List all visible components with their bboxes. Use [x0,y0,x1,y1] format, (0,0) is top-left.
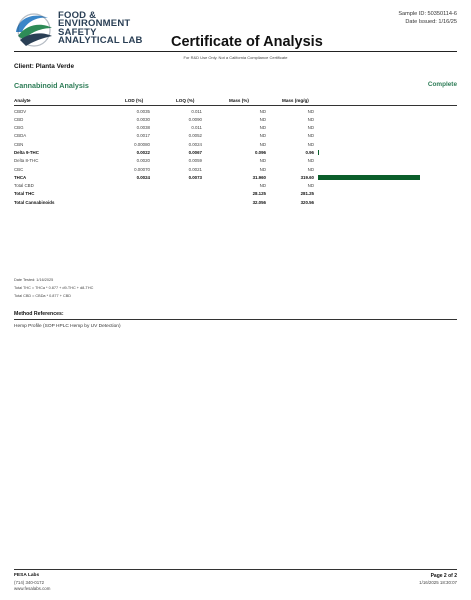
mass-mg-cell: 320.56 [300,199,314,205]
analyte-cell: Total CBD [14,183,34,189]
lod-cell: 0.00070 [134,166,150,172]
column-header-lod: LOD (%) [125,98,144,103]
date-issued: Date Issued: 1/16/25 [405,19,457,25]
mass-mg-cell: ND [307,183,314,189]
table-row [14,148,457,156]
document-title: Certificate of Analysis [171,34,323,50]
column-header-mass-mg: Mass (mg/g) [282,98,309,103]
analyte-cell: Total THC [14,191,35,197]
mass-percent-cell: ND [259,125,266,131]
analyte-cell: CBN [14,141,24,147]
print-timestamp: 1/16/2025 18:30:07 [419,580,457,585]
mass-percent-cell: ND [259,158,266,164]
mass-percent-cell: 28.125 [252,191,266,197]
mass-mg-cell: ND [307,133,314,139]
mass-percent-cell: 31.960 [252,174,266,180]
column-header-loq: LOQ (%) [176,98,195,103]
table-row [14,173,457,181]
loq-cell: 0.0067 [188,149,202,155]
section-title: Cannabinoid Analysis [14,81,89,90]
column-header-mass-percent: Mass (%) [229,98,249,103]
analyte-cell: THCA [14,174,27,180]
formula-total-thc: Total THC = THCa * 0.877 + d9-THC + d8-THC [14,286,94,290]
mass-percent-cell: ND [259,133,266,139]
mass-mg-cell: ND [307,166,314,172]
mass-mg-cell: 0.96 [305,149,314,155]
mass-mg-cell: ND [307,141,314,147]
lod-cell: 0.0022 [136,149,150,155]
mass-percent-cell: 32.056 [252,199,266,205]
mass-mg-cell: ND [307,125,314,131]
footer-lab-name: FESA Labs [14,573,40,578]
lod-cell: 0.0030 [136,116,150,122]
loq-cell: 0.011 [191,125,202,131]
lab-name-line-2: ENVIRONMENT [58,18,131,30]
lod-cell: 0.0024 [136,174,150,180]
loq-cell: 0.0090 [188,116,202,122]
header-divider [14,51,457,52]
loq-cell: 0.0073 [188,174,202,180]
page-number: Page 2 of 2 [430,573,457,579]
analyte-cell: Delta 8-THC [14,158,39,164]
analyte-cell: Delta 9-THC [14,149,39,155]
date-tested: Date Tested: 1/16/2025 [14,278,54,282]
analyte-cell: CBDA [14,133,27,139]
lab-name-line-1: FOOD & [58,10,97,21]
footer-divider [14,569,457,570]
mass-mg-cell: 281.25 [300,191,314,197]
sample-id: Sample ID: 50350114-6 [398,11,457,17]
analyte-cell: CBG [14,125,24,131]
lab-name-line-4: ANALYTICAL LAB [58,35,143,47]
mass-mg-cell: 319.60 [300,174,314,180]
method-reference: Hemp Profile (SOP HPLC Hemp by UV Detection) [14,324,121,329]
lod-cell: 0.0035 [136,108,150,114]
table-row [14,140,457,148]
loq-cell: 0.0059 [188,158,202,164]
method-references-title: Method References: [14,311,64,317]
table-row [14,157,457,165]
loq-cell: 0.011 [191,108,202,114]
lod-cell: 0.0038 [136,125,150,131]
footer-website: www.fesalabs.com [14,586,51,591]
mass-percent-cell: ND [259,108,266,114]
analyte-cell: CBDV [14,108,27,114]
lab-name [58,12,143,46]
table-row [14,190,457,198]
disclaimer: For R&D Use Only. Not a California Compliance Certificate [183,55,288,60]
loq-cell: 0.0052 [188,133,202,139]
lod-cell: 0.00080 [134,141,150,147]
table-header-divider [14,105,457,106]
mass-percent-cell: ND [259,166,266,172]
table-row [14,182,457,190]
mass-percent-cell: ND [259,183,266,189]
table-row [14,198,457,206]
mass-bar [318,175,420,180]
table-row [14,124,457,132]
lab-logo-icon [12,10,56,50]
lab-name-line-3: SAFETY [58,26,97,38]
table-row [14,107,457,115]
loq-cell: 0.0021 [188,166,202,172]
lod-cell: 0.0017 [136,133,150,139]
table-row [14,165,457,173]
analyte-cell: Total Cannabinoids [14,199,55,205]
client-name: Client: Planta Verde [14,63,75,70]
lod-cell: 0.0020 [136,158,150,164]
method-divider [14,319,457,320]
mass-percent-cell: ND [259,116,266,122]
mass-mg-cell: ND [307,116,314,122]
mass-percent-cell: 0.096 [255,149,266,155]
footer-phone: (714) 340-0172 [14,580,45,585]
mass-percent-cell: ND [259,141,266,147]
status-badge: Complete [427,81,457,88]
formula-total-cbd: Total CBD = CBDa * 0.877 + CBD [14,294,71,298]
column-header-analyte: Analyte [14,98,31,103]
mass-bar [318,150,319,155]
analyte-cell: CBD [14,116,24,122]
mass-mg-cell: ND [307,108,314,114]
cannabinoid-table [14,107,457,207]
table-row [14,132,457,140]
loq-cell: 0.0024 [188,141,202,147]
mass-mg-cell: ND [307,158,314,164]
analyte-cell: CBC [14,166,24,172]
table-row [14,115,457,123]
